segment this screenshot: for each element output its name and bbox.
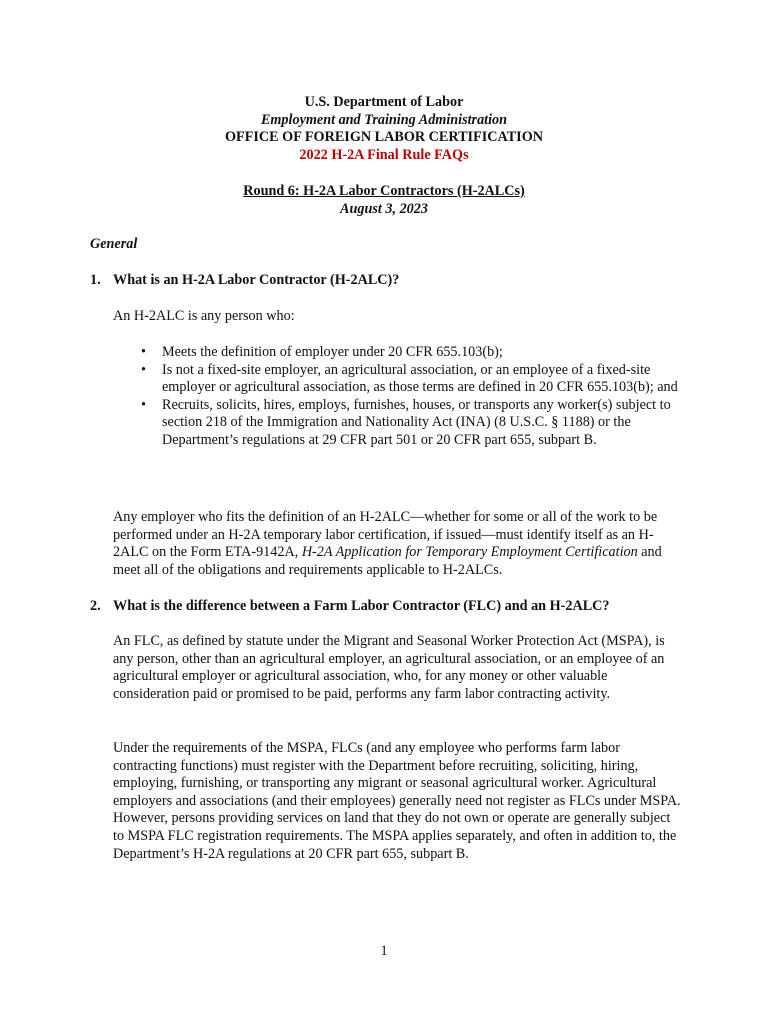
round-title: Round 6: H-2A Labor Contractors (H-2ALCs) xyxy=(243,183,525,199)
list-item: • Meets the definition of employer under 20 CFR 655.103(b); xyxy=(141,344,503,360)
document-header xyxy=(0,94,768,164)
bullet-icon: • xyxy=(141,396,146,413)
question-2 xyxy=(90,598,690,616)
list-item: • Recruits, solicits, hires, employs, furnishes, houses, or transports any worker(s) subject to section 218 of the Immigration and Nationality Act (INA) (8 U.S.C. § 1188) or the Department’s regulations at 29 CFR part 501 or 20 CFR part 655, subpart B. xyxy=(141,396,671,448)
agency-name: U.S. Department of Labor xyxy=(304,94,464,110)
question-1-number: 1. xyxy=(90,272,101,288)
question-2-number: 2. xyxy=(90,598,101,614)
question-1-bullet-list xyxy=(113,344,683,450)
question-2-paragraph-1: An FLC, as defined by statute under the Migrant and Seasonal Worker Protection Act (MSPA), is any person, other than an agricultural employer, an agricultural association, or an employee of an agricultural employer or agricultural association, who, for any money or other valuable consideration paid or promised to be paid, performs any farm labor contracting activity. xyxy=(113,633,665,702)
question-1 xyxy=(90,272,690,290)
question-1-text: What is an H-2A Labor Contractor (H-2ALC)? xyxy=(113,272,400,288)
question-2-paragraph-2: Under the requirements of the MSPA, FLCs (and any employee who performs farm labor contracting functions) must register with the Department before recruiting, soliciting, hiring, employing, furnishing, or transporting any migrant or seasonal agricultural worker. Agricultural employers and associations (and their employees) generally need not register as FLCs under MSPA. However, persons providing services on land that they do not own or operate are generally subject to MSPA FLC registration requirements. The MSPA applies separately, and often in addition to, the Department’s H-2A regulations at 20 CFR part 655, subpart B. xyxy=(113,740,681,862)
form-title: H-2A Application for Temporary Employment Certification xyxy=(301,544,638,561)
round-date: August 3, 2023 xyxy=(340,200,428,217)
round-heading xyxy=(0,183,768,218)
document-title: 2022 H-2A Final Rule FAQs xyxy=(299,146,469,163)
bullet-icon: • xyxy=(141,361,146,378)
sub-agency-name: Employment and Training Administration xyxy=(260,111,508,128)
section-heading: General xyxy=(90,236,138,252)
question-1-paragraph: Any employer who fits the definition of an H-2ALC—whether for some or all of the work to be performed under an H-2A temporary labor certification, if issued—must identify itself as an H-2ALC on the Form ETA-9142A, H-2A Application for Temporary Employment Certification and meet all of the obligations and requirements applicable to H-2ALCs. xyxy=(113,509,662,578)
page-number: 1 xyxy=(380,943,388,959)
question-2-text: What is the difference between a Farm Labor Contractor (FLC) and an H-2ALC? xyxy=(113,598,610,614)
office-name: OFFICE OF FOREIGN LABOR CERTIFICATION xyxy=(225,129,543,146)
bullet-icon: • xyxy=(141,344,146,360)
list-item: • Is not a fixed-site employer, an agricultural association, or an employee of a fixed-site employer or agricultural association, as those terms are defined in 20 CFR 655.103(b); and xyxy=(141,361,678,396)
question-1-intro: An H-2ALC is any person who: xyxy=(113,308,295,324)
